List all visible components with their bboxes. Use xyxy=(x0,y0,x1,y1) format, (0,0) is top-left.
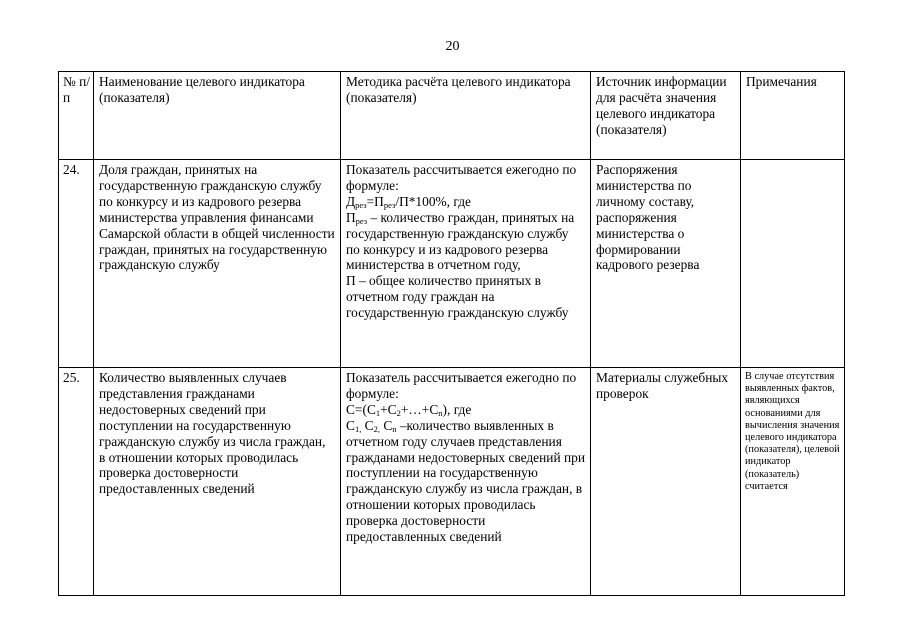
header-number: № п/п xyxy=(59,72,94,160)
header-information-source: Источник информации для расчёта значения целевого индикатора (показателя) xyxy=(591,72,741,160)
variable-definition: $П_{рез}$ – количество граждан, принятых на государственную гражданскую службу по конкурсу и из кадрового резерва министерства в отчетном году, xyxy=(346,209,575,273)
formula: $Д_{рез}=П_{рез}/П*100\%$, где xyxy=(346,193,471,210)
header-calculation-method: Методика расчёта целевого индикатора (показателя) xyxy=(341,72,591,160)
formula: $С=(С_1+С_2+\dots+С_n)$, где xyxy=(346,401,472,418)
indicator-name: Доля граждан, принятых на государственную гражданскую службу по конкурсу и из кадрового резерва министерства управления финансами Самарской области в общей численности граждан, принятых на государственную гражданскую службу xyxy=(94,160,341,368)
indicator-name: Количество выявленных случаев представления гражданами недостоверных сведений при поступлении на государственную гражданскую службу из числа граждан, в отношении которых проводилась проверка достоверности предоставленных сведений xyxy=(94,368,341,596)
calculation-method xyxy=(341,368,591,596)
information-source: Материалы служебных проверок xyxy=(591,368,741,596)
notes-cell xyxy=(741,160,845,368)
header-notes: Примечания xyxy=(741,72,845,160)
method-intro: Показатель рассчитывается ежегодно по формуле: xyxy=(346,370,577,401)
variable-definition: $С_{1,}$ $С_{2,}$ $С_n$ –количество выявленных в отчетном году случаев представления гражданами недостоверных сведений при поступлении на государственную гражданскую службу из числа граждан, в отношении которых проводилась проверка достоверности предоставленных сведений xyxy=(346,417,585,545)
row-number: 24. xyxy=(59,160,94,368)
table-row xyxy=(59,160,845,368)
table-header-row xyxy=(59,72,845,160)
page-number: 20 xyxy=(445,39,460,54)
indicators-table xyxy=(58,71,845,596)
header-indicator-name: Наименование целевого индикатора (показателя) xyxy=(94,72,341,160)
information-source: Распоряжения министерства по личному составу, распоряжения министерства о формировании кадрового резерва xyxy=(591,160,741,368)
total-definition: П – общее количество принятых в отчетном году граждан на государственную гражданскую службу xyxy=(346,273,569,321)
row-number: 25. xyxy=(59,368,94,596)
method-intro: Показатель рассчитывается ежегодно по формуле: xyxy=(346,162,577,193)
notes-cell: В случае отсутствия выявленных фактов, являющихся основаниями для вычисления значения целевого индикатора (показателя), целевой индикатор (показатель) считается xyxy=(741,368,845,596)
calculation-method xyxy=(341,160,591,368)
table-row xyxy=(59,368,845,596)
